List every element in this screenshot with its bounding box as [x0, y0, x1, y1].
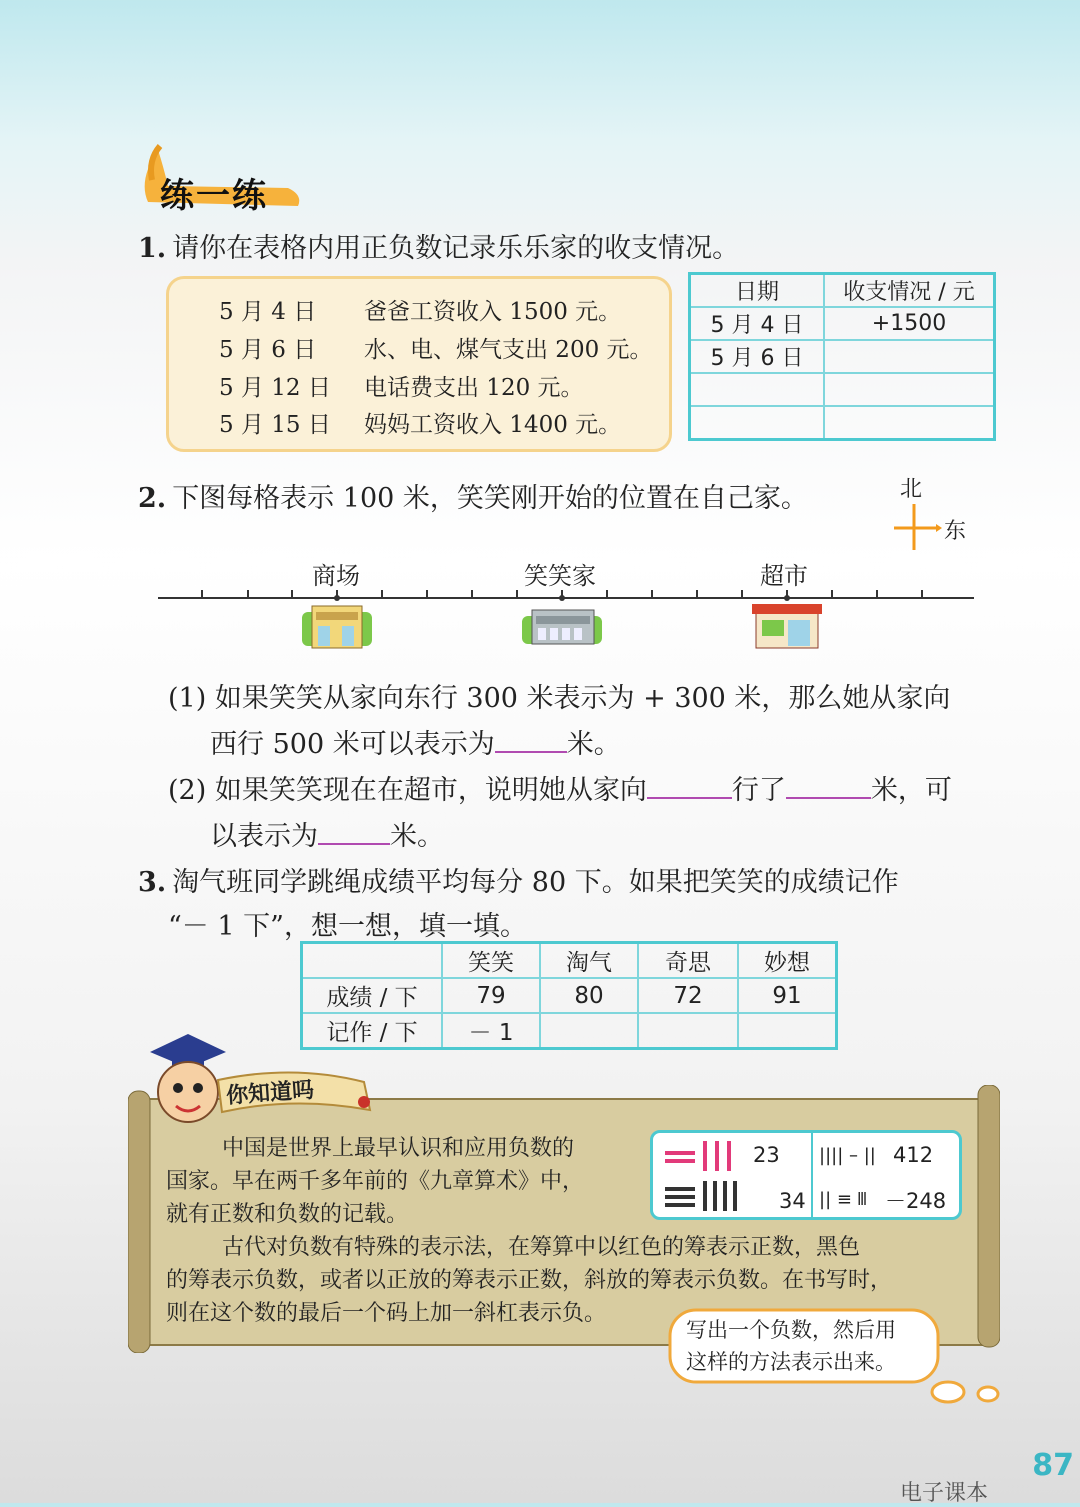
record-row: 5 月 15 日 妈妈工资收入 1400 元。 [219, 412, 622, 438]
rod-example-value: 412 [893, 1143, 934, 1167]
table-header [302, 943, 443, 979]
question-2-number: 2. [138, 483, 167, 514]
table-cell: 91 [738, 978, 837, 1013]
table-header: 收支情况 / 元 [824, 274, 995, 308]
table-cell-blank[interactable] [690, 373, 825, 406]
question-2-sub2-line1: (2) 如果笑笑现在在超市，说明她从家向 行了 米，可 [168, 775, 952, 806]
table-header: 淘气 [540, 943, 638, 979]
question-3-number: 3. [138, 867, 167, 898]
table-cell-blank[interactable] [540, 1013, 638, 1049]
page-number: 87 [1032, 1448, 1074, 1483]
row-header: 成绩 / 下 [302, 978, 443, 1013]
bubble-text-line1: 写出一个负数，然后用 [686, 1318, 896, 1342]
table-cell-blank[interactable] [690, 406, 825, 440]
table-cell: 5 月 6 日 [690, 340, 825, 373]
divider [811, 1133, 813, 1217]
paragraph-2-line1: 古代对负数有特殊的表示法，在筹算中以红色的筹表示正数，黑色 [222, 1235, 861, 1260]
mall-building-icon [302, 606, 372, 648]
table-cell: 5 月 4 日 [690, 307, 825, 340]
rod-example-value: 23 [753, 1143, 780, 1167]
question-3-text-line2: “－ 1 下”，想一想，填一填。 [168, 911, 527, 942]
paragraph-1-line2: 国家。早在两千多年前的《九章算术》中， [166, 1169, 585, 1194]
income-expense-table [688, 272, 996, 441]
table-cell: 72 [638, 978, 738, 1013]
rod-numeral-examples [650, 1130, 962, 1220]
question-2-sub2-line2: 以表示为 米。 [210, 821, 444, 852]
question-1-number: 1. [138, 233, 167, 264]
question-2-sub1-line2: 西行 500 米可以表示为 米。 [210, 729, 621, 760]
question-2-text: 下图每格表示 100 米，笑笑刚开始的位置在自己家。 [172, 483, 808, 514]
table-cell-blank[interactable] [638, 1013, 738, 1049]
paragraph-2-line3: 则在这个数的最后一个码上加一斜杠表示负。 [166, 1301, 607, 1326]
place-label-supermarket: 超市 [760, 562, 808, 590]
section-title: 练一练 [160, 176, 268, 216]
question-1-text: 请你在表格内用正负数记录乐乐家的收支情况。 [172, 233, 740, 264]
question-2-sub1-line1: (1) 如果笑笑从家向东行 300 米表示为 + 300 米，那么她从家向 [168, 683, 951, 714]
place-label-mall: 商场 [312, 562, 360, 590]
table-cell: 80 [540, 978, 638, 1013]
black-rod-icon [663, 1179, 753, 1215]
table-cell-blank[interactable] [824, 340, 995, 373]
rod-example-value: －248 [885, 1189, 947, 1213]
jump-rope-table [300, 941, 838, 1050]
table-cell-blank[interactable] [824, 406, 995, 440]
bubble-text-line2: 这样的方法表示出来。 [686, 1350, 896, 1374]
rod-numeral-text: || ≡ 𝍫 [819, 1189, 867, 1210]
compass-east-label: 东 [944, 519, 967, 544]
income-expense-records-box [166, 276, 672, 452]
did-you-know-badge: 你知道吗 [225, 1076, 315, 1110]
red-rod-icon [663, 1139, 743, 1175]
paragraph-2-line2: 的筹表示负数，或者以正放的筹表示正数，斜放的筹表示负数。在书写时， [166, 1268, 893, 1293]
place-label-home: 笑笑家 [524, 562, 596, 590]
question-1 [138, 226, 739, 265]
watermark: 电子课本 [900, 1481, 989, 1506]
answer-blank[interactable] [786, 773, 871, 799]
record-row: 5 月 12 日 电话费支出 120 元。 [219, 375, 584, 401]
answer-blank[interactable] [647, 773, 732, 799]
thought-bubble-tail [928, 1378, 1008, 1408]
answer-blank[interactable] [495, 727, 567, 753]
table-cell: － 1 [442, 1013, 540, 1049]
row-header: 记作 / 下 [302, 1013, 443, 1049]
paragraph-1-line3: 就有正数和负数的记载。 [166, 1202, 409, 1227]
record-row: 5 月 4 日 爸爸工资收入 1500 元。 [219, 299, 622, 325]
number-line [156, 540, 976, 670]
rod-example-value: 34 [779, 1189, 806, 1213]
answer-blank[interactable] [318, 819, 390, 845]
table-cell: 79 [442, 978, 540, 1013]
table-header: 笑笑 [442, 943, 540, 979]
home-building-icon [522, 610, 602, 644]
table-cell: +1500 [824, 307, 995, 340]
paragraph-1-line1: 中国是世界上最早认识和应用负数的 [222, 1136, 575, 1161]
table-header: 妙想 [738, 943, 837, 979]
supermarket-building-icon [752, 604, 822, 648]
compass-north-label: 北 [900, 477, 923, 502]
record-row: 5 月 6 日 水、电、煤气支出 200 元。 [219, 337, 653, 363]
rod-numeral-text: |||| – || [819, 1145, 876, 1166]
table-cell-blank[interactable] [738, 1013, 837, 1049]
table-header: 奇思 [638, 943, 738, 979]
question-3: 3. 淘气班同学跳绳成绩平均每分 80 下。如果把笑笑的成绩记作 [138, 867, 899, 898]
table-header: 日期 [690, 274, 825, 308]
table-cell-blank[interactable] [824, 373, 995, 406]
question-2 [138, 476, 808, 515]
